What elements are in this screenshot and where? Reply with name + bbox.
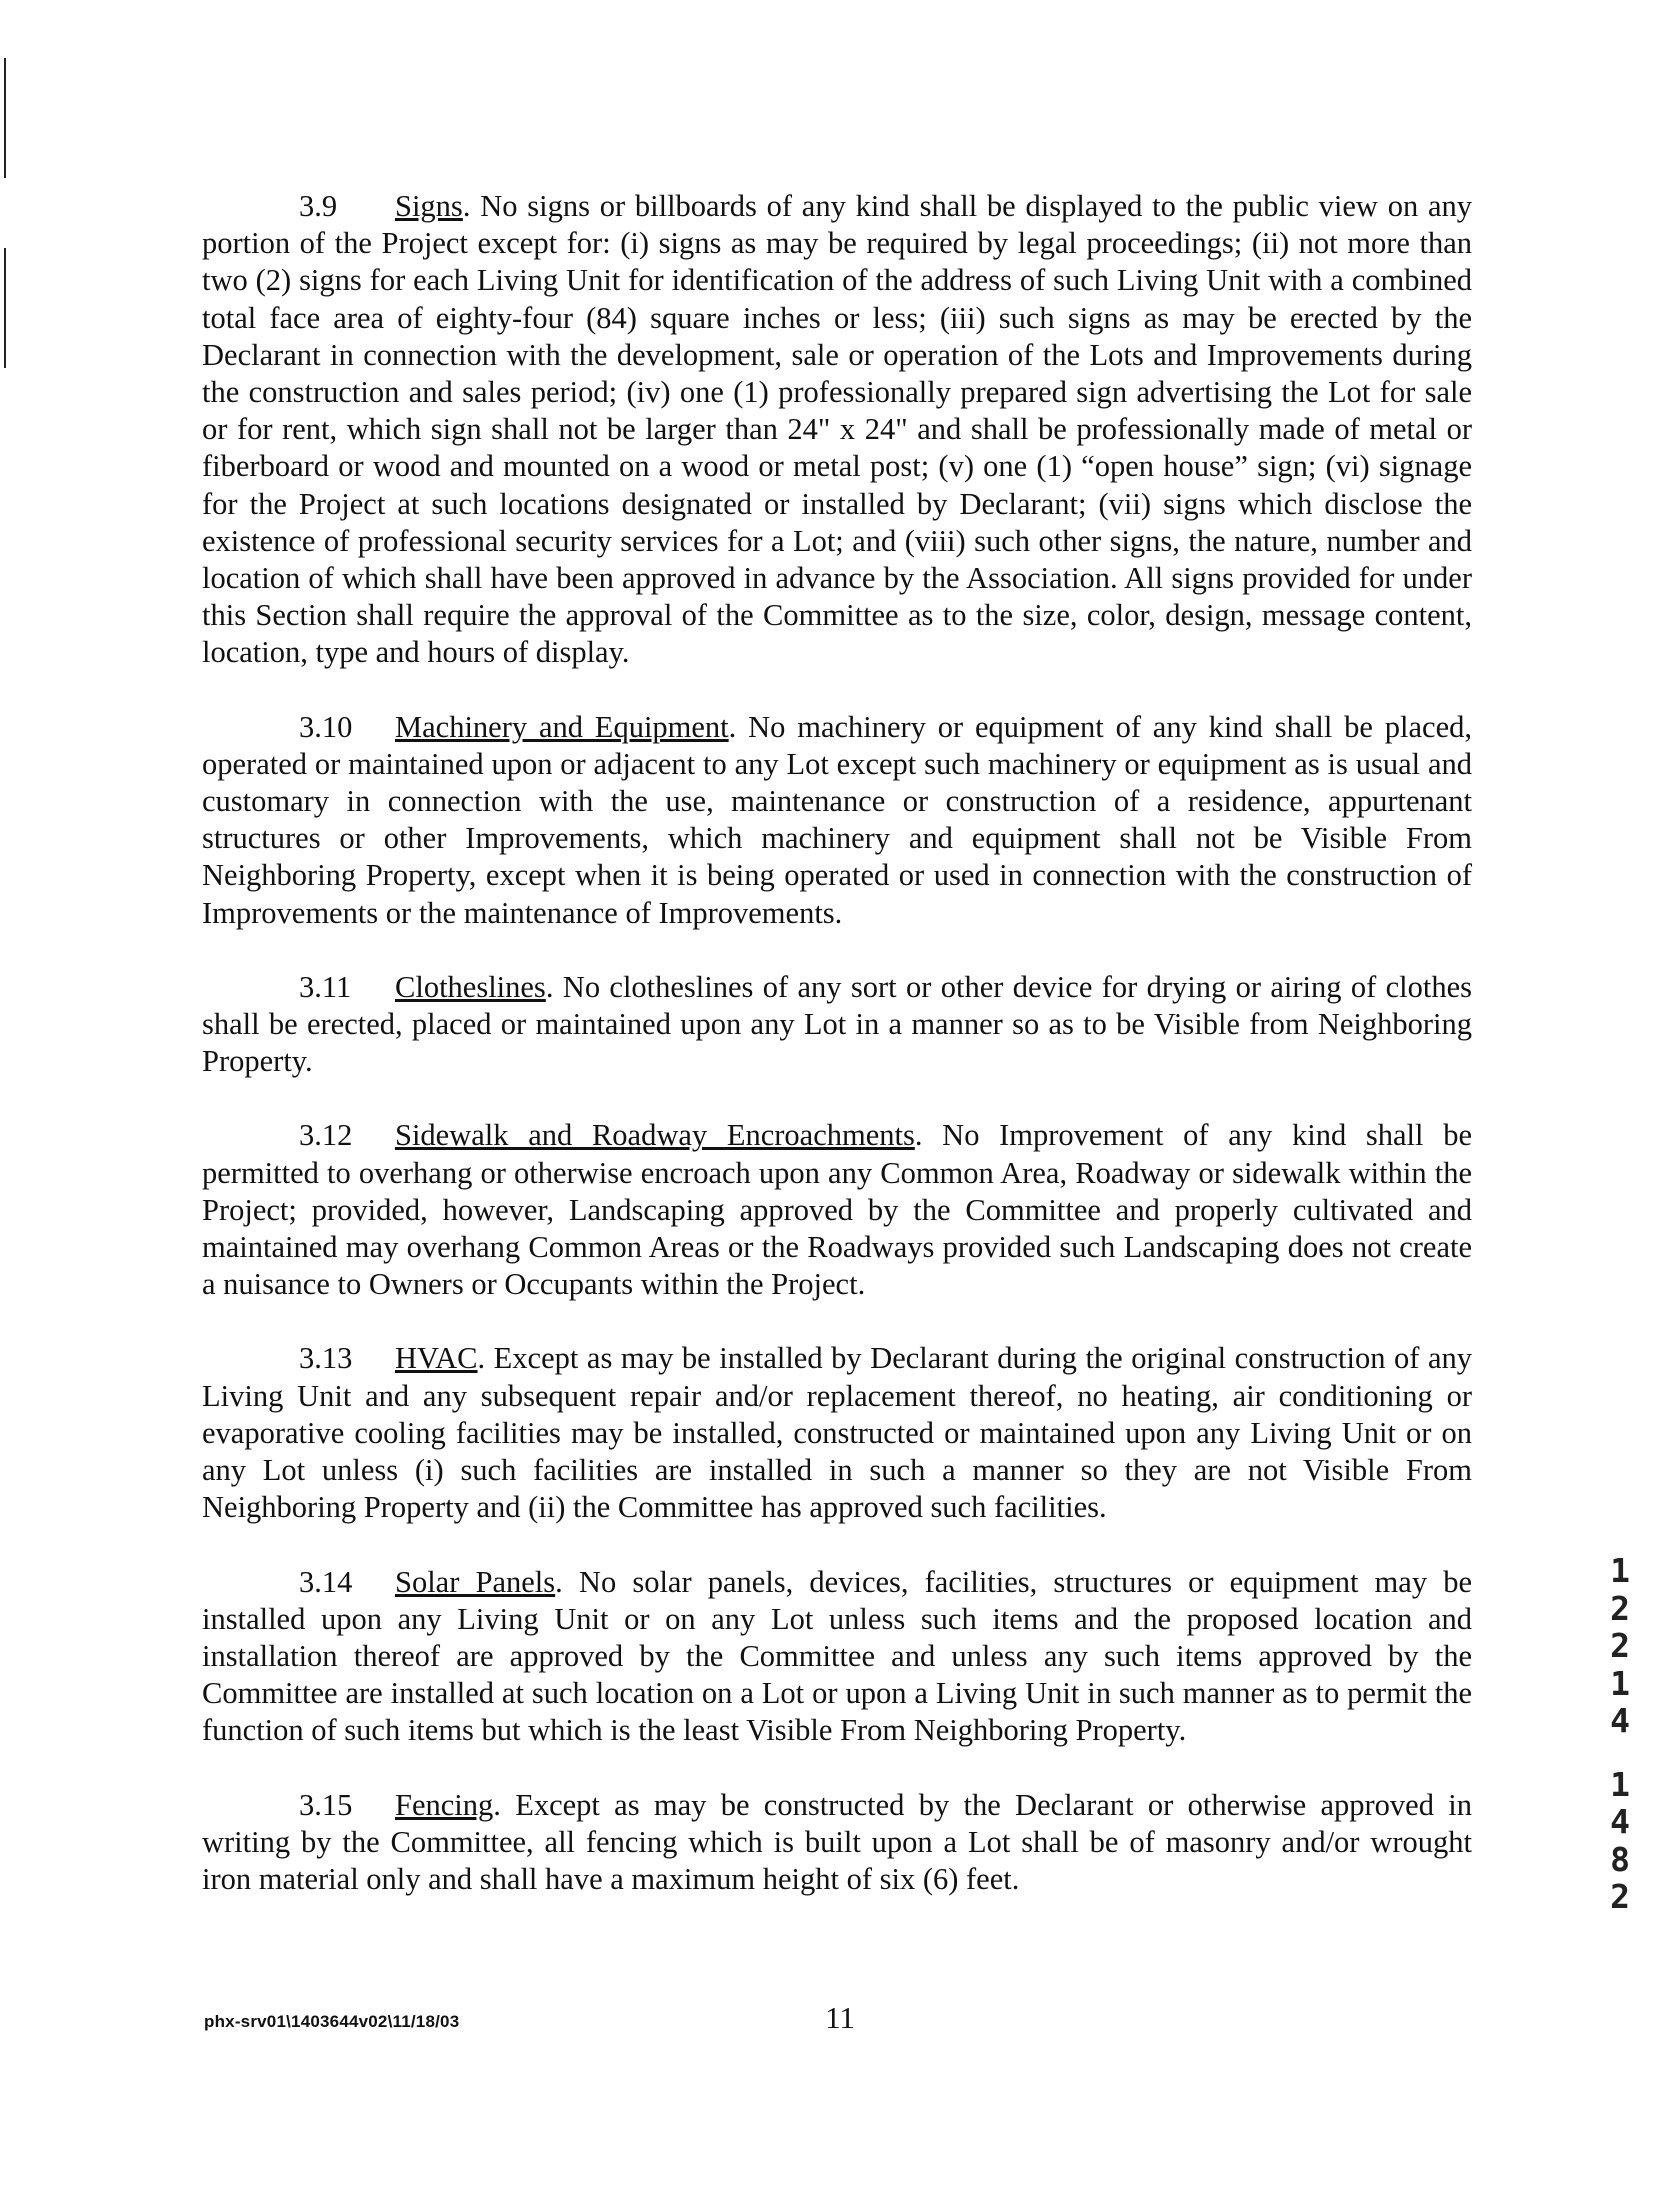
section-heading: Sidewalk and Roadway Encroachments	[395, 1118, 915, 1153]
section-3-11	[202, 969, 1472, 1081]
section-number: 3.15	[299, 1787, 353, 1822]
page-number: 11	[825, 2000, 855, 2035]
section-number: 3.9	[299, 189, 338, 223]
section-body: . No machinery or equipment of any kind shall be placed, operated or maintained upon or adjacent to any Lot except such machinery or equipment as is usual and customary in connection with the use, maintenance or construction of a residence, appurtenant structures or other Improvements, which machinery and equipment shall not be Visible From Neighboring Property, except when it is being operated or used in connection with the construction of Improvements or the maintenance of Improvements.	[202, 709, 1472, 930]
section-number: 3.10	[299, 709, 353, 744]
footer-document-id: phx-srv01\1403644v02\11/18/03	[204, 2012, 460, 2031]
section-body: . No signs or billboards of any kind shall be displayed to the public view on any portion of the Project except for: (i) signs as may be required by legal proceedings; (ii) not more than two (2) signs for each Living Unit for identification of the address of such Living Unit with a combined total face area of eighty-four (84) square inches or less; (iii) such signs as may be erected by the Declarant in connection with the development, sale or operation of the Lots and Improvements during the construction and sales period; (iv) one (1) professionally prepared sign advertising the Lot for sale or for rent, which sign shall not be larger than 24" x 24" and shall be professionally made of metal or fiberboard or wood and mounted on a wood or metal post; (v) one (1) “open house” sign; (vi) signage for the Project at such locations designated or installed by Declarant; (vii) signs which disclose the existence of professional security services for a Lot; and (viii) such other signs, the nature, number and location of which shall have been approved in advance by the Association. All signs provided for under this Section shall require the approval of the Committee as to the size, color, design, message content, location, type and hours of display.	[202, 189, 1472, 670]
stamp-digit: 1	[1610, 1764, 1630, 1804]
section-3-12	[202, 1117, 1472, 1303]
section-body: . Except as may be constructed by the Declarant or otherwise approved in writing by the Committee, all fencing which is built upon a Lot shall be of masonry and/or wrought iron material only and shall have a maximum height of six (6) feet.	[202, 1787, 1472, 1896]
section-number: 3.11	[299, 969, 352, 1004]
stamp-digit: 2	[1610, 1877, 1630, 1916]
stamp-digit: 4	[1610, 1802, 1630, 1841]
section-body: . Except as may be installed by Declarant during the original construction of any Living Unit and any subsequent repair and/or replacement thereof, no heating, air conditioning or evaporative cooling facilities may be installed, constructed or maintained upon any Living Unit or on any Lot unless (i) such facilities are installed in such a manner so they are not Visible From Neighboring Property and (ii) the Committee has approved such facilities.	[202, 1341, 1472, 1525]
stamp-digit: 2	[1610, 1626, 1630, 1665]
section-3-15	[202, 1787, 1472, 1899]
section-heading: Machinery and Equipment	[395, 709, 729, 744]
section-3-9	[202, 188, 1472, 672]
section-heading: Clotheslines	[395, 969, 546, 1004]
section-heading: Solar Panels	[395, 1564, 556, 1599]
section-body: . No clotheslines of any sort or other device for drying or airing of clothes shall be erected, placed or maintained upon any Lot in a manner so as to be Visible from Neighboring Property.	[202, 969, 1472, 1079]
margin-scan-line	[4, 58, 6, 178]
section-body: . No Improvement of any kind shall be permitted to overhang or otherwise encroach upon any Common Area, Roadway or sidewalk within the Project; provided, however, Landscaping approved by the Committee and properly cultivated and maintained may overhang Common Areas or the Roadways provided such Landscaping does not create a nuisance to Owners or Occupants within the Project.	[202, 1118, 1472, 1302]
stamp-gap	[1600, 1740, 1640, 1766]
section-heading: Signs	[395, 189, 463, 223]
section-3-14	[202, 1564, 1472, 1750]
section-heading: Fencing	[395, 1787, 494, 1822]
section-number: 3.13	[299, 1341, 353, 1376]
document-body	[202, 188, 1472, 1935]
section-3-10	[202, 709, 1472, 932]
section-heading: HVAC	[395, 1341, 478, 1376]
recording-number-stamp	[1600, 1552, 1640, 1916]
stamp-digit: 4	[1610, 1701, 1630, 1740]
stamp-digit: 1	[1610, 1663, 1630, 1703]
section-3-13	[202, 1340, 1472, 1526]
stamp-digit: 8	[1610, 1839, 1630, 1879]
section-number: 3.12	[299, 1118, 353, 1153]
section-number: 3.14	[299, 1564, 353, 1599]
stamp-digit: 1	[1610, 1551, 1630, 1590]
section-body: . No solar panels, devices, facilities, structures or equipment may be installed upon any Living Unit or on any Lot unless such items and the proposed location and installation thereof are approved by the Committee and unless any such items approved by the Committee are installed at such location on a Lot or upon a Living Unit in such manner as to permit the function of such items but which is the least Visible From Neighboring Property.	[202, 1564, 1472, 1748]
margin-scan-line	[4, 248, 6, 368]
stamp-digit: 2	[1610, 1588, 1630, 1628]
